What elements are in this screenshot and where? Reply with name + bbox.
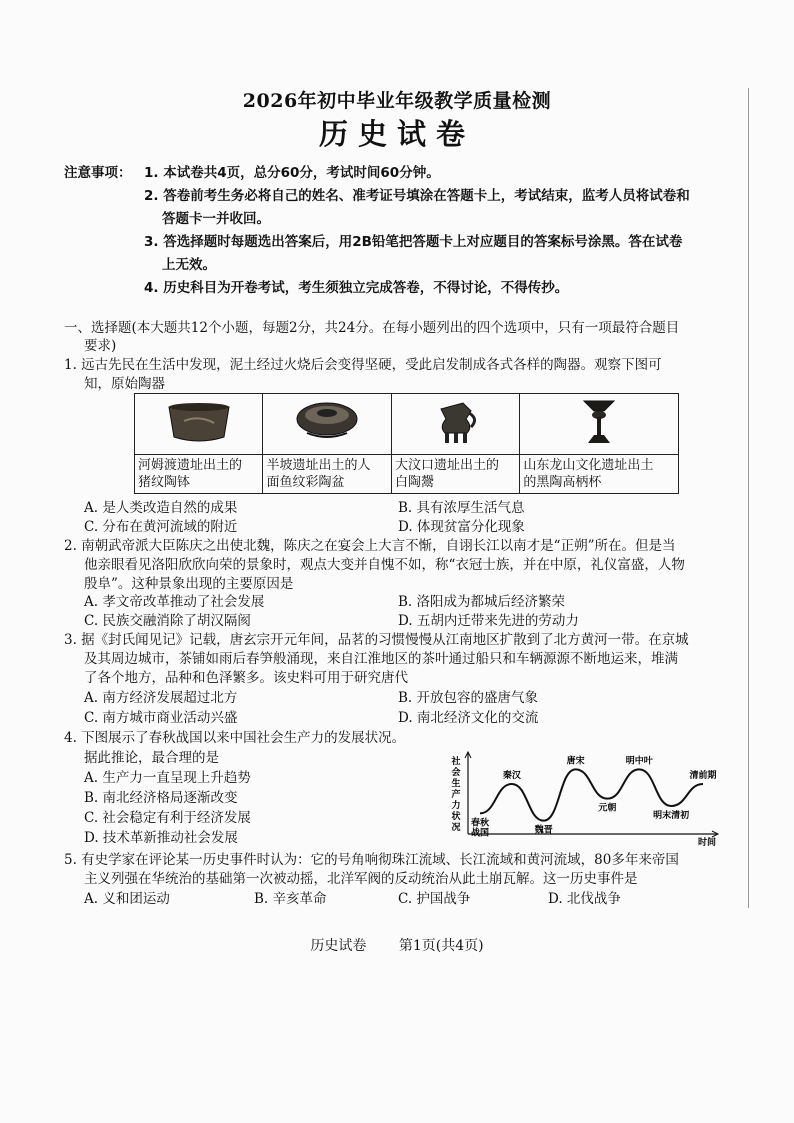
question-2-stem: 2. 南朝武帝派大臣陈庆之出使北魏，陈庆之在宴会上大言不惭，自诩长江以南才是“正朔”所在。但是当 [64, 538, 676, 554]
pottery-caption: 山东龙山文化遗址出土 的黑陶高柄杯 [520, 455, 679, 494]
q1-option-d: D. 体现贫富分化现象 [398, 519, 525, 535]
pottery-image-cell [391, 394, 519, 455]
chart-point-label: 元朝 [598, 803, 617, 814]
exam-title: 2026年初中毕业年级教学质量检测 [242, 90, 552, 112]
y-axis-label-char: 状 [451, 812, 461, 822]
note-item: 答题卡一并收回。 [162, 211, 270, 227]
note-item: 1. 本试卷共4页，总分60分，考试时间60分钟。 [144, 165, 440, 181]
pottery-image-cell [263, 394, 391, 455]
pottery-image-cell [520, 394, 679, 455]
pottery-table [134, 393, 679, 494]
q2-option-d: D. 五胡内迁带来先进的劳动力 [398, 613, 579, 629]
question-1-stem-cont: 知，原始陶器 [84, 376, 165, 392]
note-item: 3. 答选择题时每题选出答案后，用2B铅笔把答题卡上对应题目的答案标号涂黑。答在试卷 [144, 234, 683, 250]
q2-option-a: A. 孝文帝改革推动了社会发展 [84, 594, 265, 610]
note-item: 上无效。 [162, 257, 216, 273]
question-3-stem: 3. 据《封氏闻见记》记载，唐玄宗开元年间，品茗的习惯慢慢从江南地区扩散到了北方黄河一带。在京城 [64, 632, 689, 648]
note-item: 2. 答卷前考生务必将自己的姓名、准考证号填涂在答题卡上，考试结束，监考人员将试卷和 [144, 188, 690, 204]
question-5-stem-cont: 主义列强在华统治的基础第一次被动摇，北洋军阀的反动统治从此土崩瓦解。这一历史事件是 [84, 871, 638, 887]
question-1-stem: 1. 远古先民在生活中发现，泥土经过火烧后会变得坚硬，受此启发制成各式各样的陶器。观察下图可 [64, 357, 662, 373]
q1-option-c: C. 分布在黄河流域的附近 [84, 519, 238, 535]
notes-label: 注意事项： [64, 165, 132, 181]
q4-option-a: A. 生产力一直呈现上升趋势 [84, 770, 251, 786]
pottery-image-cell [135, 394, 263, 455]
footer-page-number: 第1页(共4页) [398, 938, 484, 954]
page-footer [0, 935, 794, 955]
footer-subject: 历史试卷 [310, 938, 367, 954]
black-stem-cup-icon [554, 397, 644, 447]
q3-option-a: A. 南方经济发展超过北方 [84, 690, 238, 706]
q5-option-b: B. 辛亥革命 [254, 891, 327, 907]
q1-option-a: A. 是人类改造自然的成果 [84, 500, 238, 516]
question-4-stem: 4. 下图展示了春秋战国以来中国社会生产力的发展状况。 [64, 730, 406, 746]
y-axis-label-char: 力 [451, 801, 461, 811]
q5-option-a: A. 义和团运动 [84, 891, 170, 907]
q5-option-c: C. 护国战争 [398, 891, 471, 907]
q1-option-b: B. 具有浓厚生活气息 [398, 500, 525, 516]
section-heading: 一、选择题(本大题共12个小题，每题2分，共24分。在每小题列出的四个选项中，只有一项最符合题目 [64, 320, 680, 336]
chart-point-label: 战国 [470, 828, 490, 839]
white-gui-vessel-icon [411, 397, 501, 447]
question-5-stem: 5. 有史学家在评论某一历史事件时认为：它的号角响彻珠江流域、长江流域和黄河流域，80多年来帝国 [64, 852, 679, 868]
pottery-caption: 河姆渡遗址出土的 猪纹陶钵 [135, 455, 263, 494]
chart-point-label: 春秋 [470, 818, 490, 829]
pottery-caption: 大汶口遗址出土的 白陶鬶 [391, 455, 519, 494]
q4-option-c: C. 社会稳定有利于经济发展 [84, 810, 251, 826]
y-axis-label-char: 产 [451, 790, 461, 800]
pig-bowl-icon [154, 397, 244, 447]
exam-subject-title: 历史试卷 [318, 117, 475, 151]
question-2-stem-cont: 殷阜”。这种景象出现的主要原因是 [84, 576, 294, 592]
q2-option-b: B. 洛阳成为都城后经济繁荣 [398, 594, 566, 610]
chart-point-label: 魏晋 [534, 825, 553, 836]
q4-option-d: D. 技术革新推动社会发展 [84, 830, 238, 846]
chart-point-label: 秦汉 [502, 771, 521, 781]
y-axis-label-char: 况 [451, 823, 461, 833]
question-3-stem-cont: 及其周边城市，茶铺如雨后春笋般涌现，来自江淮地区的茶叶通过船只和车辆源源不断地运来，堆满 [84, 651, 678, 667]
productivity-chart [438, 748, 728, 848]
q2-option-c: C. 民族交融消除了胡汉隔阂 [84, 613, 251, 629]
question-4-stem-cont: 据此推论，最合理的是 [84, 750, 219, 766]
q4-option-b: B. 南北经济格局逐渐改变 [84, 790, 238, 806]
q3-option-c: C. 南方城市商业活动兴盛 [84, 710, 238, 726]
pottery-caption: 半坡遗址出土的人 面鱼纹彩陶盆 [263, 455, 391, 494]
chart-point-label: 明末清初 [653, 811, 690, 821]
chart-point-label: 唐宋 [566, 756, 585, 767]
q5-option-d: D. 北伐战争 [548, 891, 621, 907]
note-item: 4. 历史科目为开卷考试，考生须独立完成答卷，不得讨论，不得传抄。 [144, 280, 569, 296]
y-axis-label-char: 会 [451, 768, 461, 778]
chart-point-label: 清前期 [689, 771, 717, 781]
y-axis-label-char: 生 [451, 779, 461, 789]
x-axis-label: 时间 [697, 838, 716, 848]
fish-basin-icon [282, 397, 372, 447]
q3-option-d: D. 南北经济文化的交流 [398, 710, 539, 726]
section-heading-cont: 要求) [84, 338, 117, 354]
question-2-stem-cont: 他亲眼看见洛阳欣欣向荣的景象时，观点大变并自愧不如，称“衣冠士族，并在中原，礼仪富盛，人物 [84, 557, 685, 573]
q3-option-b: B. 开放包容的盛唐气象 [398, 690, 539, 706]
y-axis-label-char: 社 [451, 757, 461, 767]
question-3-stem-cont: 了各个地方，品种和色泽繁多。该史料可用于研究唐代 [84, 670, 408, 686]
chart-point-label: 明中叶 [625, 756, 653, 767]
